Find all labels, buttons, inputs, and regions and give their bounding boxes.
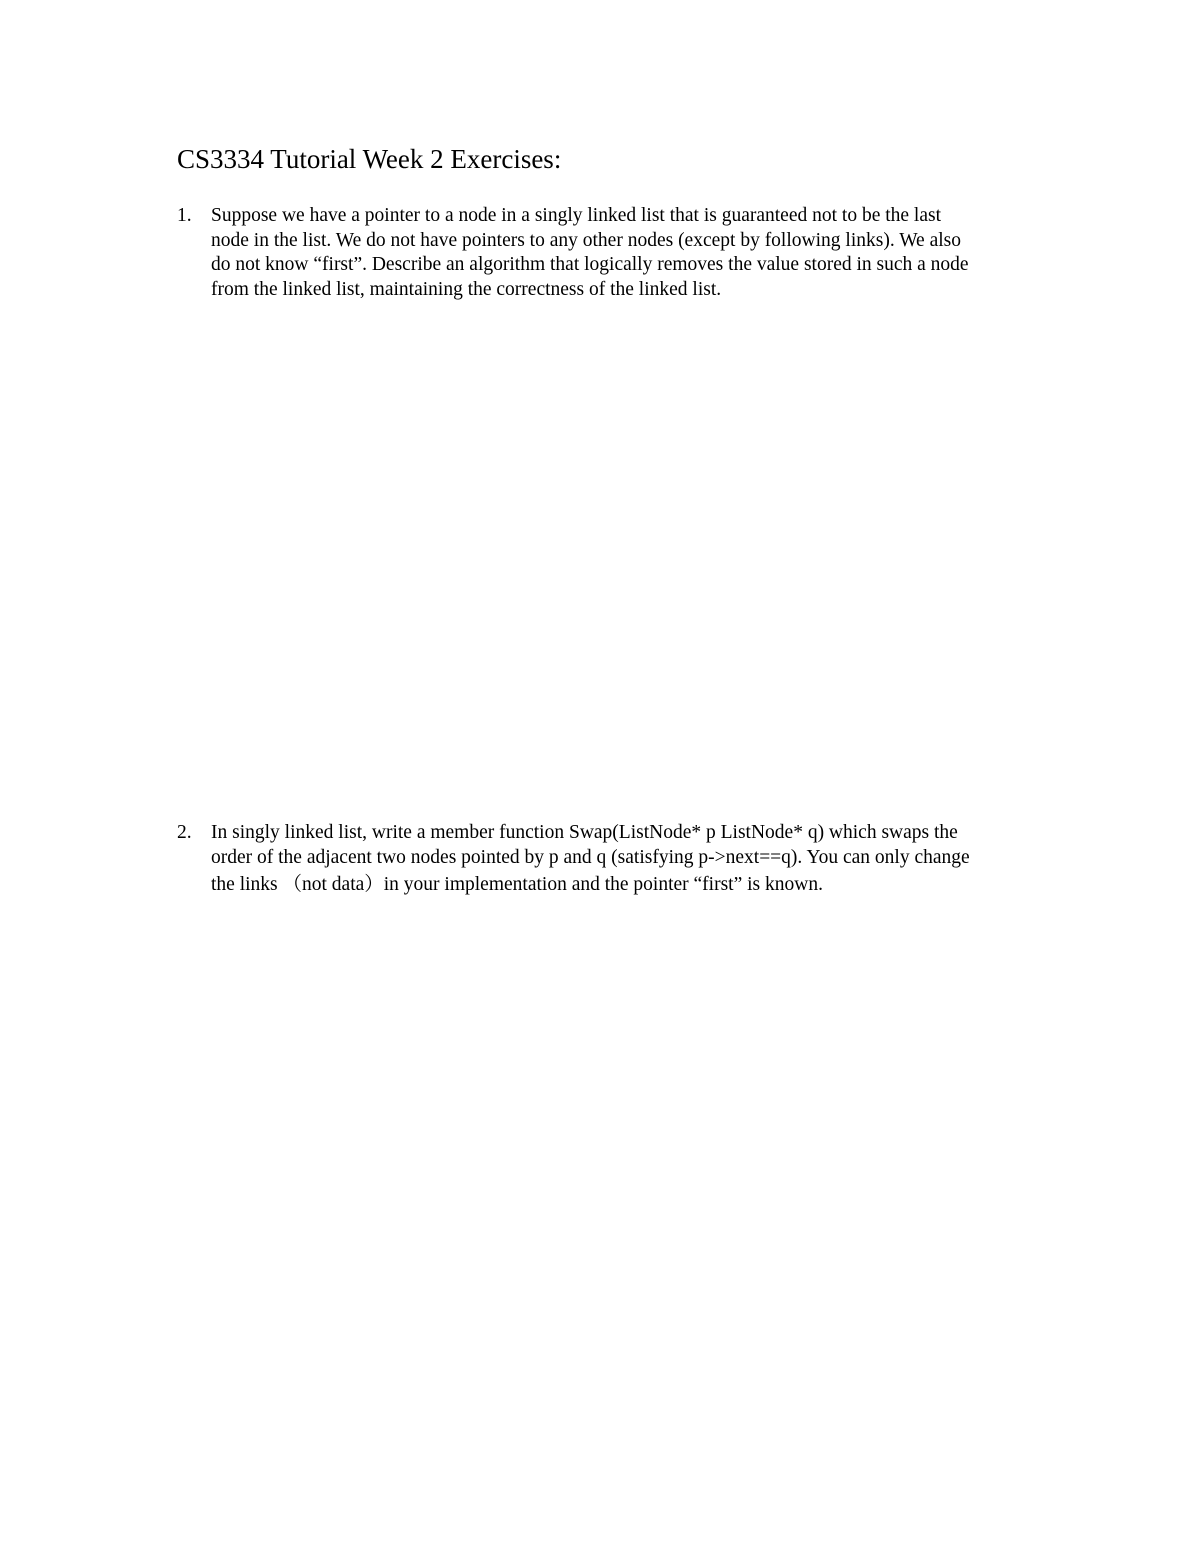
question-1-text xyxy=(211,204,1037,302)
question-1-line: node in the list. We do not have pointers to any other nodes (except by following links). We also xyxy=(211,229,961,251)
question-2-number: 2. xyxy=(177,822,192,843)
question-2-line: the links （not data）in your implementation and the pointer “first” is known. xyxy=(211,874,823,895)
question-1-line: Suppose we have a pointer to a node in a singly linked list that is guaranteed not to be the last xyxy=(211,205,942,226)
question-1-number: 1. xyxy=(177,205,192,226)
question-1-line: from the linked list, maintaining the correctness of the linked list. xyxy=(211,278,722,300)
question-2-text xyxy=(211,821,1037,899)
question-2-line: order of the adjacent two nodes pointed by p and q (satisfying p->next==q). You can only change xyxy=(211,846,970,868)
page-title: CS3334 Tutorial Week 2 Exercises: xyxy=(177,144,562,174)
question-1-line: do not know “first”. Describe an algorithm that logically removes the value stored in such a node xyxy=(211,254,969,275)
question-2-line: In singly linked list, write a member function Swap(ListNode* p ListNode* q) which swaps the xyxy=(211,822,958,843)
